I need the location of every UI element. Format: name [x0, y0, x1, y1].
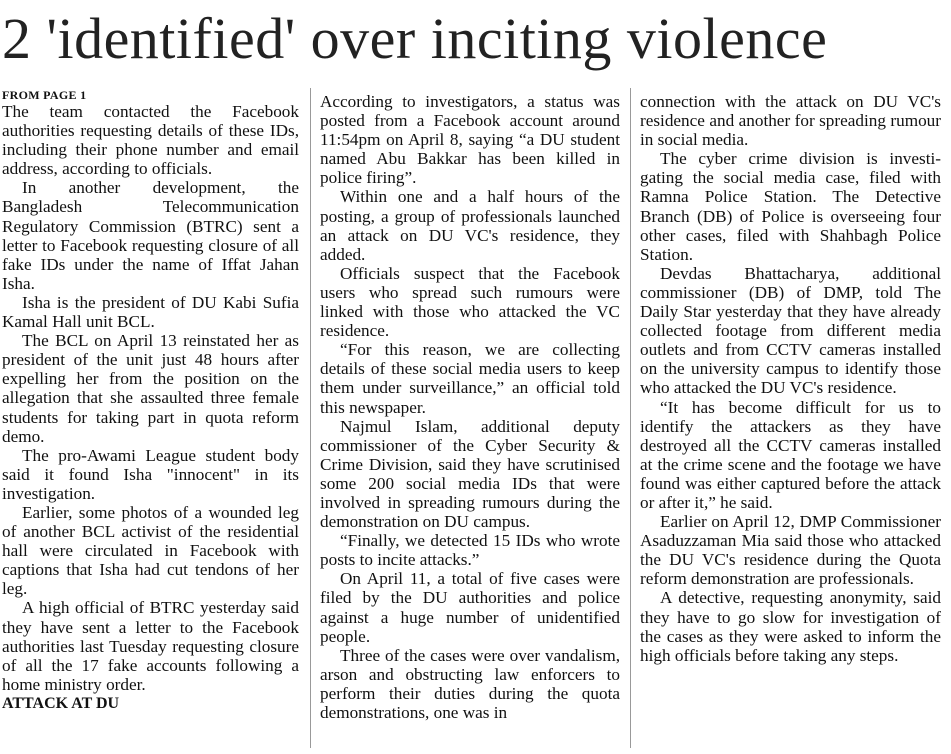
paragraph: Earlier, some photos of a wounded leg of another BCL activist of the residential hall were circulated in Facebook with captions that Isha had cut tendons of her leg. — [2, 502, 299, 599]
continuation-kicker: FROM PAGE 1 — [2, 88, 87, 102]
paragraph: A detective, requesting anonymity, said they have to go slow for investigation of the cases as they were asked to inform the high officials before taking any steps. — [640, 588, 941, 665]
paragraph: Najmul Islam, additional deputy commissioner of the Cyber Security & Crime Division, said they have scrutinised some 200 social media IDs that were involved in spreading rumours during the demonstration on DU campus. — [320, 416, 620, 532]
paragraph: “Finally, we detected 15 IDs who wrote posts to incite attacks.” — [320, 531, 620, 570]
column-divider — [310, 88, 311, 748]
paragraph: Three of the cases were over vandalism, arson and obstructing law enforcers to perform their duties during the quota demonstrations, one was in — [320, 645, 620, 722]
paragraph: “It has become difficult for us to identify the attackers as they have destroyed all the CCTV cameras installed at the crime scene and the footage we have found was either captured before the attack or after it,” he said. — [640, 397, 941, 512]
paragraph: Within one and a half hours of the posting, a group of professionals launched an attack on DU VC's residence, they added. — [320, 187, 620, 264]
article-column-1 — [2, 88, 299, 713]
paragraph: Isha is the president of DU Kabi Sufia Kamal Hall unit BCL. — [2, 292, 299, 332]
headline: 2 'identified' over inciting violence — [2, 6, 828, 71]
paragraph: In another development, the Bangladesh Telecommunication Regulatory Commission (BTRC) sent a letter to Facebook requesting closure of all fake IDs under the name of Iffat Jahan Isha. — [2, 178, 299, 293]
paragraph: “For this reason, we are collecting details of these social media users to keep them under surveillance,” an official told this newspaper. — [320, 340, 620, 417]
paragraph: According to investigators, a status was posted from a Facebook account around 11:54pm on April 8, saying “a DU student named Abu Bakkar has been killed in police firing”. — [320, 92, 620, 188]
paragraph: The cyber crime division is investigating the social media case, filed with Ramna Police Station. The Detective Branch (DB) of Police is overseeing four other cases, filed with Shahbagh Police Station. — [640, 149, 941, 264]
article-column-2 — [320, 92, 620, 722]
paragraph: A high official of BTRC yesterday said they have sent a letter to the Facebook authorities last Tuesday requesting closure of all the 17 fake accounts following a home ministry order. — [2, 598, 299, 694]
paragraph: The BCL on April 13 reinstated her as president of the unit just 48 hours after expelling her from the position on the allegation that she assaulted three female students for taking part in quota reform demo. — [2, 331, 299, 446]
column-divider — [630, 88, 631, 748]
paragraph: On April 11, a total of five cases were filed by the DU authorities and police against a huge number of unidentified people. — [320, 569, 620, 646]
paragraph: Earlier on April 12, DMP Commissioner Asaduzzaman Mia said those who attacked the DU VC's residence during the Quota reform demonstration are professionals. — [640, 512, 941, 589]
subheading: ATTACK AT DU — [2, 694, 120, 712]
paragraph: Devdas Bhattacharya, additional commissioner (DB) of DMP, told The Daily Star yesterday that they have already collected footage from different media outlets and from CCTV cameras installed on the university campus to identify those who attacked the DU VC's residence. — [640, 263, 941, 398]
paragraph: connection with the attack on DU VC's residence and another for spreading rumour in social media. — [640, 92, 941, 150]
article-column-3 — [640, 92, 941, 665]
paragraph: Officials suspect that the Facebook users who spread such rumours were linked with those who attacked the VC residence. — [320, 263, 620, 341]
paragraph: The pro-Awami League student body said it found Isha "innocent" in its investigation. — [2, 445, 299, 503]
paragraph: The team contacted the Facebook authorities requesting details of these IDs, including their phone number and email address, according to officials. — [2, 102, 299, 179]
